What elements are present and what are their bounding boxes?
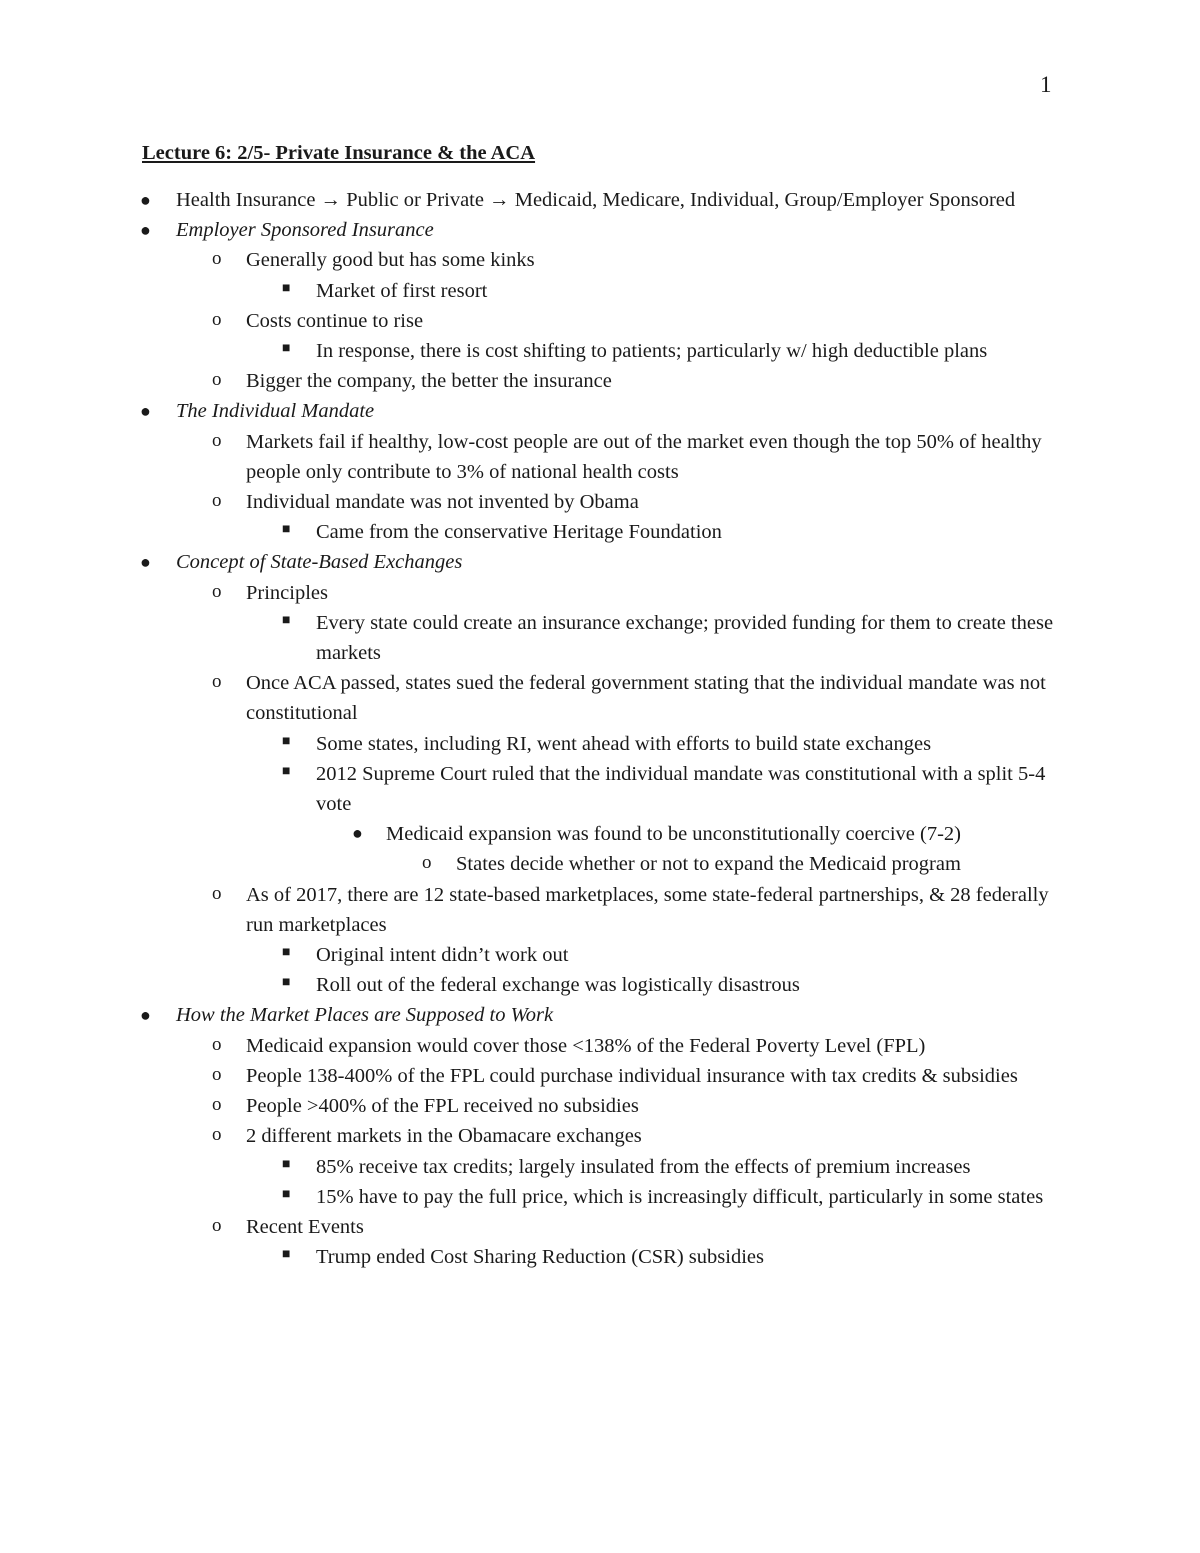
bullet-square-icon: ■ <box>282 975 291 991</box>
list-item <box>282 970 1056 1000</box>
list-item-text: 85% receive tax credits; largely insulated from the effects of premium increases <box>316 1155 971 1178</box>
list-item <box>282 729 1056 759</box>
bullet-circle-icon: o <box>212 1094 222 1116</box>
list-item-text: Markets fail if healthy, low-cost people are out of the market even though the top 50% of healthy people only contribute to 3% of national health costs <box>246 430 1042 483</box>
bullet-dot-icon: ● <box>140 552 151 573</box>
bullet-circle-icon: o <box>212 1033 222 1055</box>
list-item-text: Trump ended Cost Sharing Reduction (CSR) subsidies <box>316 1246 764 1269</box>
bullet-circle-icon: o <box>212 369 222 391</box>
list-item-text: Roll out of the federal exchange was logistically disastrous <box>316 974 800 997</box>
list-item-text: Generally good but has some kinks <box>246 249 535 272</box>
list-item <box>282 276 1056 306</box>
list-item-text: Principles <box>246 581 328 604</box>
list-item-text: Medicaid expansion was found to be unconstitutionally coercive (7-2) <box>386 823 961 846</box>
list-item <box>352 819 1056 879</box>
list-item <box>212 1091 1056 1121</box>
list-item-text: 15% have to pay the full price, which is increasingly difficult, particularly in some states <box>316 1185 1044 1208</box>
list-item <box>212 1061 1056 1091</box>
list-item-text: Original intent didn’t work out <box>316 944 569 967</box>
bullet-circle-icon: o <box>212 671 222 693</box>
list-item <box>282 940 1056 970</box>
bullet-square-icon: ■ <box>282 1247 291 1263</box>
list-item <box>212 668 1056 879</box>
list-item-text: Every state could create an insurance exchange; provided funding for them to create these markets <box>316 611 1054 665</box>
list-item-text: States decide whether or not to expand the Medicaid program <box>456 853 961 876</box>
list-item <box>212 1212 1056 1272</box>
list-item <box>282 608 1056 668</box>
bullet-square-icon: ■ <box>282 341 291 357</box>
notes-outline <box>0 185 1200 1272</box>
page-number: 1 <box>1040 72 1052 97</box>
bullet-square-icon: ■ <box>282 945 291 961</box>
list-item-text: Recent Events <box>246 1215 364 1238</box>
bullet-circle-icon: o <box>422 852 432 874</box>
bullet-square-icon: ■ <box>282 1156 291 1172</box>
list-item-text: 2 different markets in the Obamacare exchanges <box>246 1125 642 1148</box>
list-item <box>212 366 1056 396</box>
list-item <box>212 487 1056 547</box>
section-heading: How the Market Places are Supposed to Work <box>176 1004 554 1027</box>
bullet-circle-icon: o <box>212 248 222 270</box>
bullet-circle-icon: o <box>212 580 222 602</box>
list-item-text: Health Insurance → Public or Private → Medicaid, Medicare, Individual, Group/Employer Sponsored <box>176 189 1016 211</box>
list-item-text: Costs continue to rise <box>246 309 424 332</box>
list-item <box>0 1000 1056 1272</box>
bullet-dot-icon: ● <box>352 823 363 844</box>
list-item-text: Market of first resort <box>316 279 488 302</box>
list-item <box>212 880 1056 1001</box>
section-heading: Employer Sponsored Insurance <box>176 219 434 242</box>
section-heading: Concept of State-Based Exchanges <box>176 551 463 574</box>
list-item <box>0 547 1056 1000</box>
list-item-text: People 138-400% of the FPL could purchase individual insurance with tax credits & subsidies <box>246 1064 1018 1087</box>
list-item-text: Once ACA passed, states sued the federal government stating that the individual mandate was not constitutional <box>246 672 1046 725</box>
list-item <box>0 396 1056 547</box>
list-item <box>422 849 1056 879</box>
bullet-square-icon: ■ <box>282 280 291 296</box>
list-item <box>282 1242 1056 1272</box>
bullet-circle-icon: o <box>212 882 222 904</box>
list-item <box>282 1182 1056 1212</box>
bullet-square-icon: ■ <box>282 733 291 749</box>
list-item <box>212 578 1056 669</box>
bullet-circle-icon: o <box>212 1063 222 1085</box>
list-item-text: Individual mandate was not invented by Obama <box>246 491 639 514</box>
list-item <box>282 336 1056 366</box>
section-heading: The Individual Mandate <box>176 400 375 423</box>
list-item <box>282 759 1056 880</box>
list-item <box>282 517 1056 547</box>
list-item-text: Some states, including RI, went ahead with efforts to build state exchanges <box>316 732 932 755</box>
bullet-dot-icon: ● <box>140 1005 151 1026</box>
list-item-text: People >400% of the FPL received no subsidies <box>246 1095 639 1118</box>
bullet-circle-icon: o <box>212 490 222 512</box>
bullet-circle-icon: o <box>212 308 222 330</box>
bullet-dot-icon: ● <box>140 220 151 241</box>
bullet-square-icon: ■ <box>282 612 291 628</box>
bullet-circle-icon: o <box>212 1214 222 1236</box>
list-item <box>282 1152 1056 1182</box>
bullet-circle-icon: o <box>212 1124 222 1146</box>
list-item-text: As of 2017, there are 12 state-based marketplaces, some state-federal partnerships, & 28 federally run marketplaces <box>246 883 1049 936</box>
bullet-square-icon: ■ <box>282 763 291 779</box>
bullet-dot-icon: ● <box>140 401 151 422</box>
list-item <box>212 427 1056 487</box>
list-item <box>0 215 1056 396</box>
list-item-text: Medicaid expansion would cover those <138% of the Federal Poverty Level (FPL) <box>246 1034 926 1057</box>
list-item-text: Bigger the company, the better the insurance <box>246 370 612 393</box>
list-item <box>212 1031 1056 1061</box>
page-title: Lecture 6: 2/5- Private Insurance & the ACA <box>142 142 536 164</box>
bullet-square-icon: ■ <box>282 522 291 538</box>
list-item <box>0 185 1056 215</box>
list-item <box>212 1121 1056 1212</box>
bullet-circle-icon: o <box>212 429 222 451</box>
list-item <box>212 245 1056 305</box>
list-item-text: 2012 Supreme Court ruled that the individual mandate was constitutional with a split 5-4 vote <box>316 762 1046 816</box>
bullet-square-icon: ■ <box>282 1186 291 1202</box>
list-item-text: Came from the conservative Heritage Foundation <box>316 521 722 544</box>
bullet-dot-icon: ● <box>140 190 151 210</box>
list-item-text: In response, there is cost shifting to patients; particularly w/ high deductible plans <box>316 340 988 363</box>
list-item <box>212 306 1056 366</box>
